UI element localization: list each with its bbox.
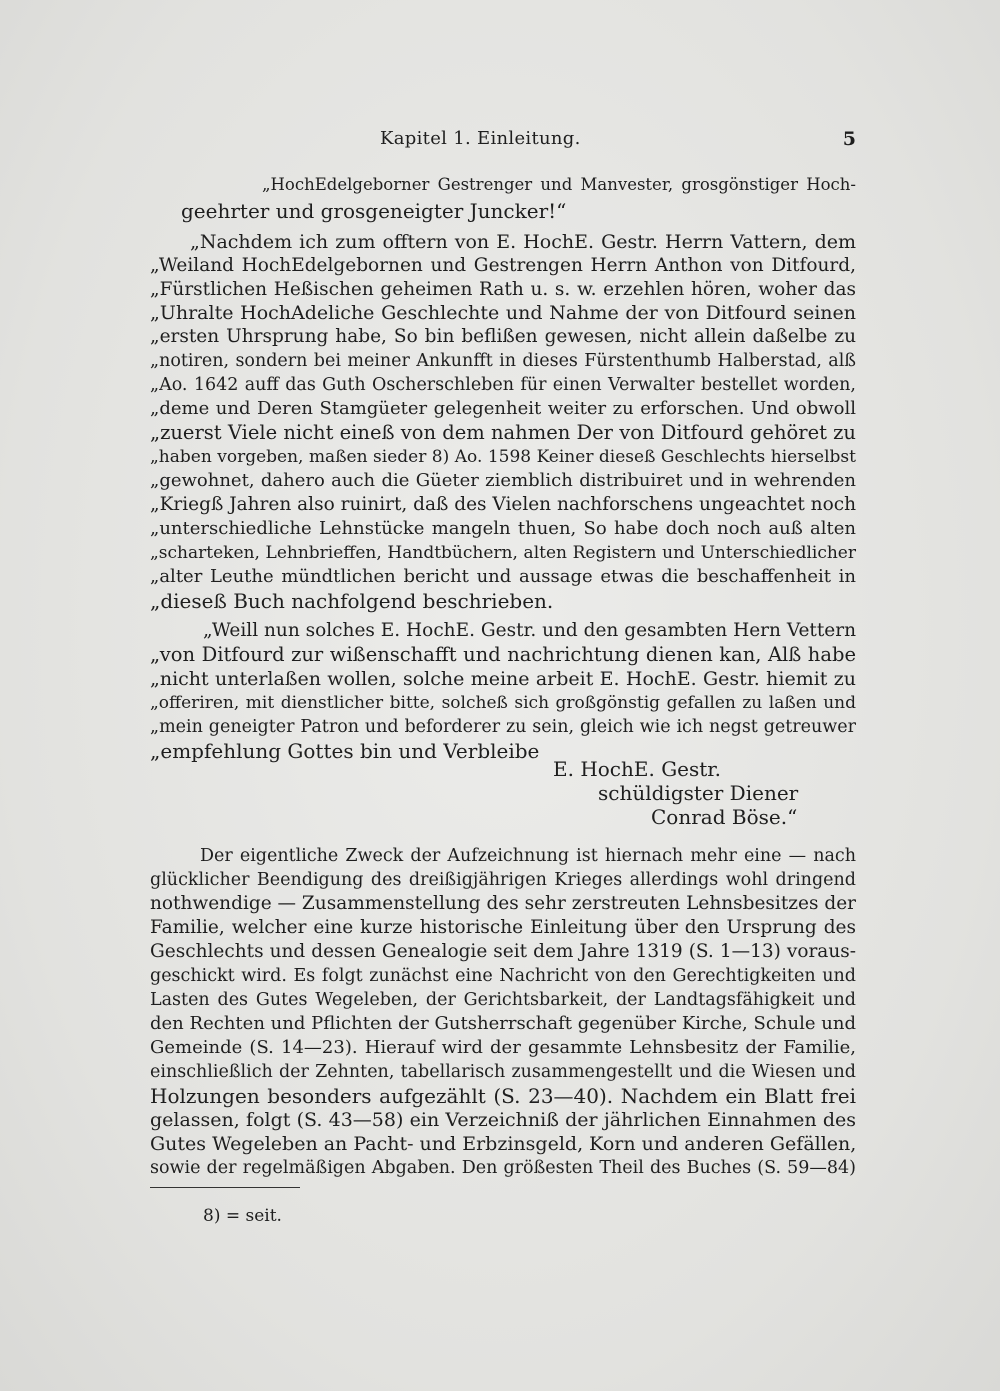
closing-salutation: E. HochE. Gestr. xyxy=(553,757,722,781)
letter-line: „Kriegß Jahren also ruinirt, daß des Vielen nachforschens ungeachtet noch xyxy=(150,494,856,515)
letter-line: „Weill nun solches E. HochE. Gestr. und den gesambten Hern Vettern xyxy=(203,620,856,641)
page-header xyxy=(150,128,856,158)
letter-line: „Nachdem ich zum offtern von E. HochE. Gestr. Herrn Vattern, dem xyxy=(190,231,856,253)
body-line: Familie, welcher eine kurze historische Einleitung über den Ursprung des xyxy=(150,917,856,938)
footnote: 8) = seit. xyxy=(203,1206,282,1226)
body-line: Geschlechts und dessen Genealogie seit dem Jahre 1319 (S. 1—13) voraus- xyxy=(150,941,856,962)
letter-line: „empfehlung Gottes bin und Verbleibe xyxy=(150,739,540,763)
body-line: Holzungen besonders aufgezählt (S. 23—40). Nachdem ein Blatt frei xyxy=(150,1084,856,1108)
body-line: Gutes Wegeleben an Pacht- und Erbzinsgeld, Korn und anderen Gefällen, xyxy=(150,1133,856,1155)
letter-line: „deme und Deren Stamgüeter gelegenheit weiter zu erforschen. Und obwoll xyxy=(150,398,856,419)
body-line: geschickt wird. Es folgt zunächst eine Nachricht von den Gerechtigkeiten und xyxy=(150,966,856,986)
letter-line: geehrter und grosgeneigter Juncker!“ xyxy=(181,199,567,223)
letter-line: „zuerst Viele nicht eineß von dem nahmen Der von Ditfourd gehöret zu xyxy=(150,421,856,444)
closing-servant: schüldigster Diener xyxy=(598,781,799,805)
letter-line: „ersten Uhrsprung habe, So bin beflißen gewesen, nicht allein daßelbe zu xyxy=(150,326,856,347)
body-line: Gemeinde (S. 14—23). Hierauf wird der gesammte Lehnsbesitz der Familie, xyxy=(150,1037,856,1058)
closing-signature: Conrad Böse.“ xyxy=(651,805,798,829)
body-line: Der eigentliche Zweck der Aufzeichnung ist hiernach mehr eine — nach xyxy=(200,846,856,866)
letter-line: „von Ditfourd zur wißenschafft und nachrichtung dienen kan, Alß habe xyxy=(150,643,856,666)
running-head: Kapitel 1. Einleitung. xyxy=(380,128,581,149)
letter-line: „Uhralte HochAdeliche Geschlechte und Nahme der von Ditfourd seinen xyxy=(150,302,856,324)
letter-line: „gewohnet, dahero auch die Güeter ziemblich distribuiret und in wehrenden xyxy=(150,470,856,491)
letter-line: „scharteken, Lehnbrieffen, Handtbüchern, alten Registern und Unterschiedlicher xyxy=(150,543,856,563)
letter-line: „haben vorgeben, maßen sieder 8) Ao. 1598 Keiner dieseß Geschlechts hierselbst xyxy=(150,447,856,467)
body-line: den Rechten und Pflichten der Gutsherrschaft gegenüber Kirche, Schule und xyxy=(150,1013,856,1034)
letter-line: „nicht unterlaßen wollen, solche meine arbeit E. HochE. Gestr. hiemit zu xyxy=(150,668,856,690)
letter-line: „offeriren, mit dienstlicher bitte, solcheß sich großgönstig gefallen zu laßen und xyxy=(150,693,856,713)
footnote-rule xyxy=(150,1187,300,1188)
letter-line: „Ao. 1642 auff das Guth Oscherschleben für einen Verwalter bestellet worden, xyxy=(150,375,856,395)
letter-line: „unterschiedliche Lehnstücke mangeln thuen, So habe doch noch auß alten xyxy=(150,518,856,539)
page-number: 5 xyxy=(842,128,856,150)
letter-line: „Fürstlichen Heßischen geheimen Rath u. s. w. erzehlen hören, woher das xyxy=(150,279,856,300)
letter-line: „mein geneigter Patron und beforderer zu sein, gleich wie ich negst getreuwer xyxy=(150,717,856,737)
body-line: nothwendige — Zusammenstellung des sehr zerstreuten Lehnsbesitzes der xyxy=(150,893,856,914)
letter-line: „dieseß Buch nachfolgend beschrieben. xyxy=(150,589,554,613)
body-line: gelassen, folgt (S. 43—58) ein Verzeichniß der jährlichen Einnahmen des xyxy=(150,1109,856,1131)
letter-line: „alter Leuthe mündtlichen bericht und aussage etwas die beschaffenheit in xyxy=(150,566,856,587)
body-line: glücklicher Beendigung des dreißigjährigen Krieges allerdings wohl dringend xyxy=(150,870,856,890)
body-line: sowie der regelmäßigen Abgaben. Den größesten Theil des Buches (S. 59—84) xyxy=(150,1158,856,1178)
letter-line: „notiren, sondern bei meiner Ankunfft in dieses Fürstenthumb Halberstad, alß xyxy=(150,351,856,371)
letter-line: „Weiland HochEdelgebornen und Gestrengen Herrn Anthon von Ditfourd, xyxy=(150,255,856,276)
body-line: Lasten des Gutes Wegeleben, der Gerichtsbarkeit, der Landtagsfähigkeit und xyxy=(150,990,856,1010)
letter-line: „HochEdelgeborner Gestrenger und Manvester, grosgönstiger Hoch- xyxy=(262,175,856,194)
body-line: einschließlich der Zehnten, tabellarisch zusammengestellt und die Wiesen und xyxy=(150,1062,856,1082)
